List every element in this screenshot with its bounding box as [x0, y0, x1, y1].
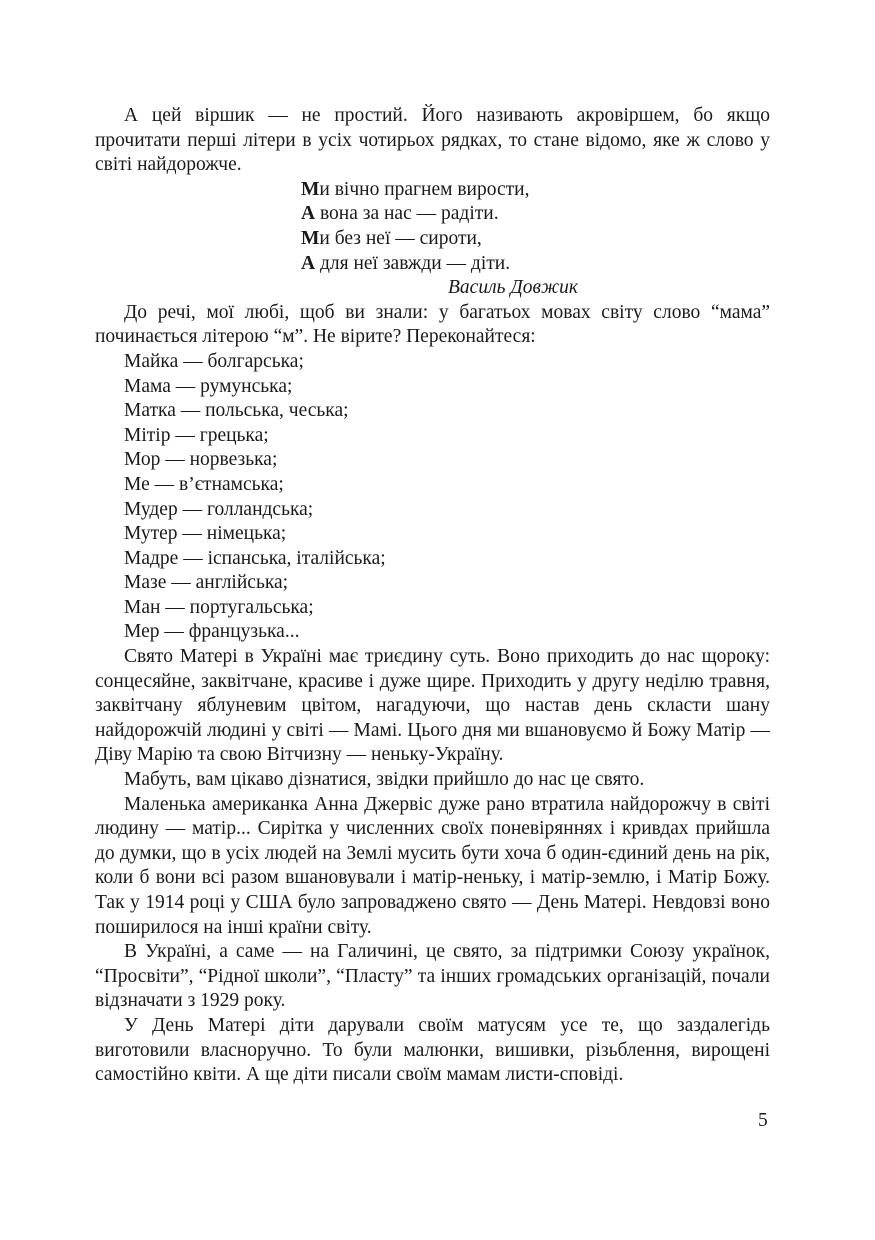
acrostic-poem [301, 178, 770, 276]
intro-paragraph: А цей віршик — не простий. Його називають акровіршем, бо якщо прочитати перші літери в усіх чотирьох рядках, то стане відомо, яке ж слово у світі найдорожче. [95, 105, 770, 176]
list-item: Ме — в’єтнамська; [124, 473, 284, 495]
poem-initial: А [301, 203, 316, 225]
poem-initial: М [301, 227, 320, 249]
list-item: Ман — португальська; [124, 596, 314, 618]
list-item: Мор — норвезька; [124, 449, 278, 471]
list-item: Майка — болгарська; [124, 350, 304, 372]
paragraph: Мабуть, вам цікаво дізнатися, звідки прийшло до нас це свято. [124, 769, 645, 791]
paragraph: Свято Матері в Україні має триєдину суть. Воно приходить до нас щороку: сонцесяйне, заквітчане, красиве і дуже щире. Приходить у другу неділю травня, заквітчану яблуневим цвітом, нагадуючи, що настав день скласти шану найдорожчій людині у світі — Мамі. Цього дня ми вшановуємо й Божу Матір — Діву Марію та свою Вітчизну — неньку-Україну. [95, 646, 770, 766]
paragraph: У День Матері діти дарували своїм матусям усе те, що заздалегідь виготовили власноручно. То були малюнки, вишивки, різьблення, вирощені самостійно квіти. А ще діти писали своїм мамам листи-сповіді. [95, 1014, 770, 1086]
poem-line: А для неї завжди — діти. [301, 252, 511, 274]
list-item: Мітір — грецька; [124, 424, 269, 446]
paragraph: В Україні, а саме — на Галичині, це свято, за підтримки Союзу українок, “Просвіти”, “Рідної школи”, “Пласту” та інших громадських організацій, почали відзначати з 1929 року. [95, 941, 770, 1012]
list-item: Матка — польська, чеська; [124, 400, 349, 422]
poem-initial: М [301, 178, 320, 200]
list-item: Мудер — голландська; [124, 498, 314, 520]
paragraph: До речі, мої любі, щоб ви знали: у багатьох мовах світу слово “мама” починається літерою “м”. Не вірите? Переконайтеся: [95, 301, 770, 348]
poem-initial: А [301, 252, 316, 274]
page-number: 5 [758, 1110, 768, 1131]
body-text [95, 104, 770, 1088]
poem-line: Ми без неї — сироти, [301, 227, 482, 249]
paragraph: Маленька американка Анна Джервіс дуже рано втратила найдорожчу в світі людину — матір... Сирітка у численних своїх поневіряннях і кривдах прийшла до думки, що в усіх людей на Землі мусить бути хоча б один-єдиний день на рік, коли б вони всі разом вшановували і матір-неньку, і матір-землю, і Матір Божу. Так у 1914 році у США було запроваджено свято — День Матері. Невдовзі воно поширилося на інші країни світу. [95, 793, 770, 938]
list-item: Мазе — англійська; [124, 572, 289, 594]
list-item: Мама — румунська; [124, 375, 293, 397]
list-item: Мер — французька... [124, 621, 300, 643]
poem-author: Василь Довжик [448, 277, 578, 299]
poem-line: А вона за нас — радіти. [301, 203, 499, 225]
list-item: Мутер — німецька; [124, 523, 287, 545]
list-item: Мадре — іспанська, італійська; [124, 547, 386, 569]
language-list [95, 350, 770, 645]
poem-line: Ми вічно прагнем вирости, [301, 178, 530, 200]
